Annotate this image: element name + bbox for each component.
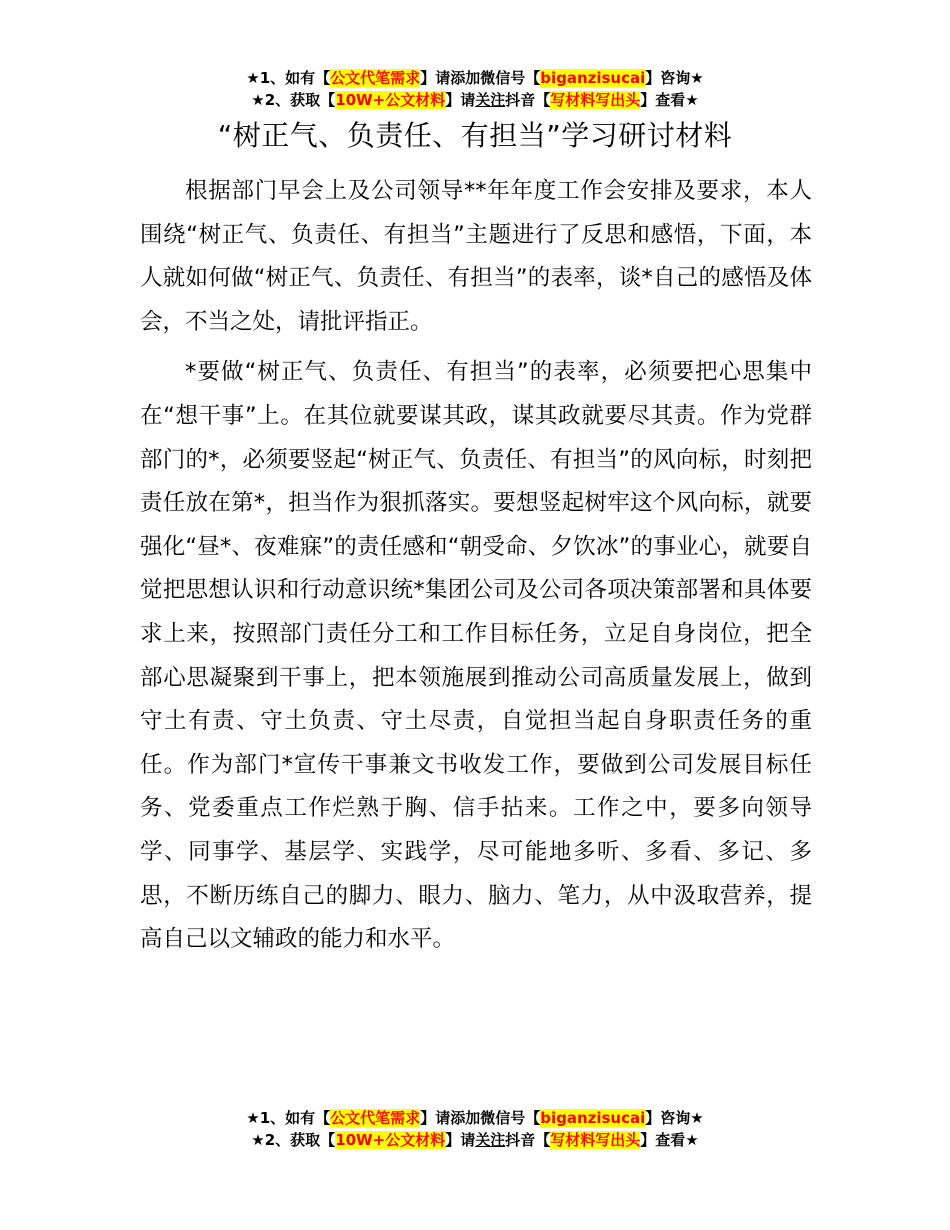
promo-highlight-service: 公文代笔需求 <box>330 69 421 87</box>
promo-highlight-account: 写材料写出头 <box>550 91 641 109</box>
promo-line-2-follow: 关注 <box>475 91 506 109</box>
promo-highlight-wechat-id: biganzisucai <box>540 1109 646 1127</box>
promo-highlight-account: 写材料写出头 <box>550 1131 641 1149</box>
promo-line-2 <box>0 89 950 111</box>
promo-line-1-prefix: ★1、如有【 <box>246 1109 331 1127</box>
footer-promo-banner <box>0 1107 950 1151</box>
promo-line-2-middle-b: 抖音【 <box>505 1131 551 1149</box>
promo-line-1-middle: 】请添加微信号【 <box>420 1109 541 1127</box>
promo-line-1-middle: 】请添加微信号【 <box>420 69 541 87</box>
promo-highlight-wechat-id: biganzisucai <box>540 69 646 87</box>
promo-line-2-middle-a: 】请 <box>445 91 476 109</box>
promo-line-1-suffix: 】咨询★ <box>645 69 704 87</box>
body-paragraph-2: *要做“树正气、负责任、有担当”的表率，必须要把心思集中在“想干事”上。在其位就要谋其政，谋其政就要尽其责。作为党群部门的*，必须要竖起“树正气、负责任、有担当”的风向标，时刻把责任放在第*，担当作为狠抓落实。要想竖起树牢这个风向标，就要强化“昼*、夜难寐”的责任感和“朝受命、夕饮冰”的事业心，就要自觉把思想认识和行动意识统*集团公司及公司各项决策部署和具体要求上来，按照部门责任分工和工作目标任务，立足自身岗位，把全部心思凝聚到干事上，把本领施展到推动公司高质量发展上，做到守土有责、守土负责、守土尽责，自觉担当起自身职责任务的重任。作为部门*宣传干事兼文书收发工作，要做到公司发展目标任务、党委重点工作烂熟于胸、信手拈来。工作之中，要多向领导学、同事学、基层学、实践学，尽可能地多听、多看、多记、多思，不断历练自己的脚力、眼力、脑力、笔力，从中汲取营养，提高自己以文辅政的能力和水平。 <box>140 359 812 953</box>
promo-line-1 <box>0 67 950 89</box>
promo-line-2-prefix: ★2、获取【 <box>251 1131 336 1149</box>
promo-highlight-service: 公文代笔需求 <box>330 1109 421 1127</box>
header-promo-banner <box>0 67 950 111</box>
body-paragraph-1: 根据部门早会上及公司领导**年年度工作会安排及要求，本人围绕“树正气、负责任、有担当”主题进行了反思和感悟，下面，本人就如何做“树正气、负责任、有担当”的表率，谈*自己的感悟及体会，不当之处，请批评指正。 <box>140 178 812 335</box>
promo-line-2-suffix: 】查看★ <box>640 91 699 109</box>
promo-highlight-materials: 10W+公文材料 <box>335 1131 446 1149</box>
promo-highlight-materials: 10W+公文材料 <box>335 91 446 109</box>
promo-line-1-prefix: ★1、如有【 <box>246 69 331 87</box>
promo-line-2-suffix: 】查看★ <box>640 1131 699 1149</box>
promo-line-2 <box>0 1129 950 1151</box>
document-title: “树正气、负责任、有担当”学习研讨材料 <box>217 119 733 152</box>
promo-line-2-prefix: ★2、获取【 <box>251 91 336 109</box>
promo-line-1-suffix: 】咨询★ <box>645 1109 704 1127</box>
promo-line-2-middle-b: 抖音【 <box>505 91 551 109</box>
document-body <box>140 170 812 962</box>
promo-line-1 <box>0 1107 950 1129</box>
promo-line-2-middle-a: 】请 <box>445 1131 476 1149</box>
promo-line-2-follow: 关注 <box>475 1131 506 1149</box>
